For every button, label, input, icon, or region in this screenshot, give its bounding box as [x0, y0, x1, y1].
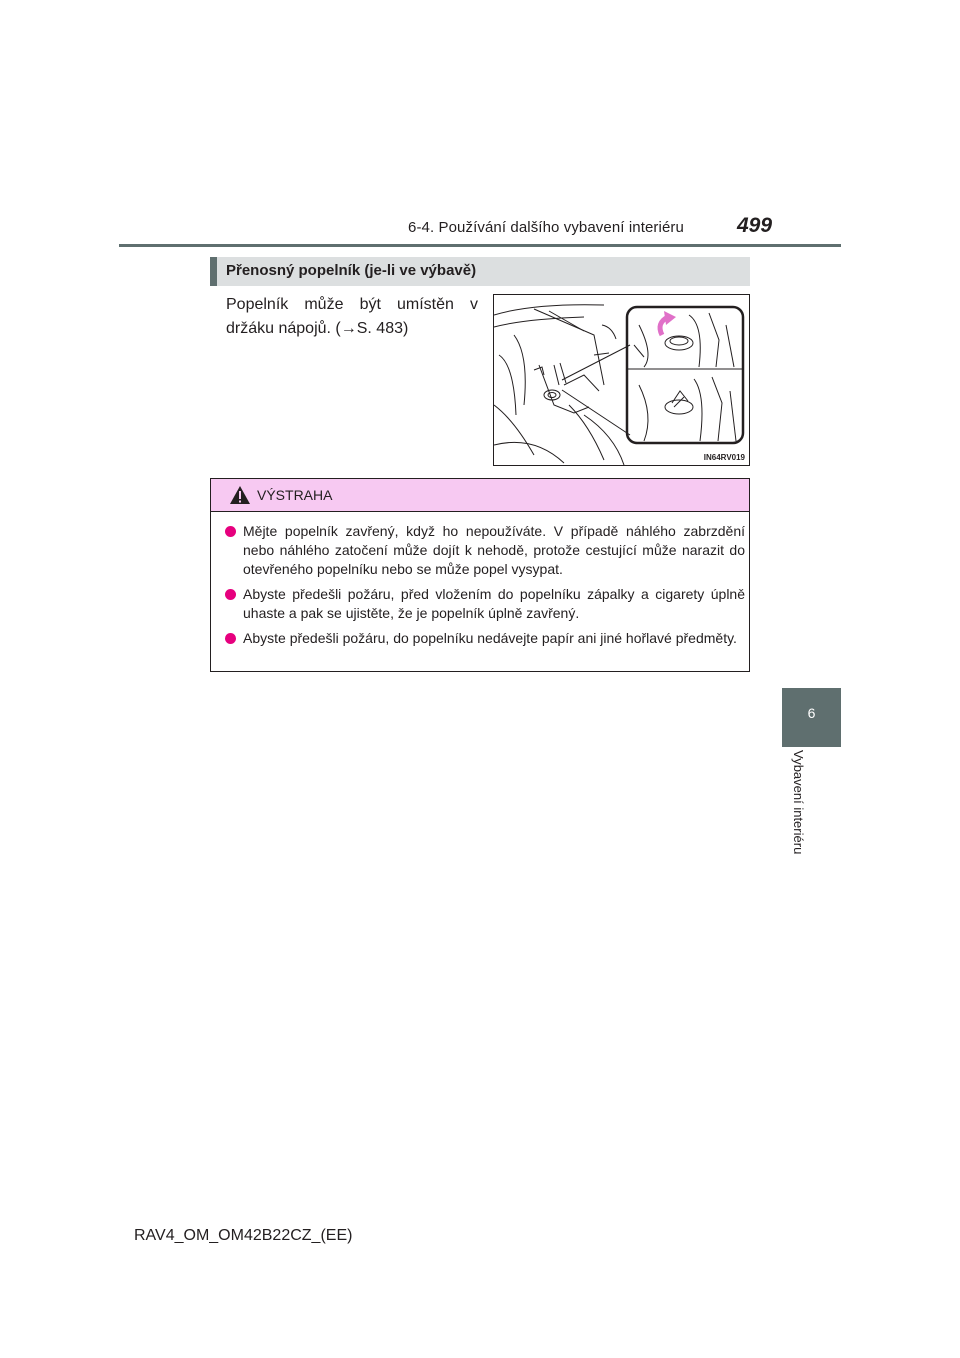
figure-code: IN64RV019: [703, 453, 745, 462]
header-rule: [119, 244, 841, 247]
warning-label: VÝSTRAHA: [257, 487, 333, 503]
warning-triangle-icon: [229, 485, 251, 505]
body-paragraph: Popelník může být umístěn v držáku nápojů. (→S. 483): [226, 296, 478, 337]
page-number: 499: [737, 214, 773, 237]
ashtray-illustration: [493, 294, 750, 466]
section-title: Přenosný popelník (je-li ve výbavě): [226, 262, 477, 279]
bullet-icon: [225, 589, 236, 600]
document-code: RAV4_OM_OM42B22CZ_(EE): [134, 1227, 353, 1244]
warning-item-text: Abyste předešli požáru, před vložením do popelníku zápalky a cigarety úplně uhaste a pak se ujistěte, že je popelník úplně zavřený.: [243, 586, 745, 621]
chapter-title: 6-4. Používání dalšího vybavení interiéru: [408, 219, 684, 236]
section-heading: [210, 257, 750, 286]
warning-list: [225, 522, 745, 654]
bullet-icon: [225, 526, 236, 537]
chapter-tab-number: 6: [807, 705, 816, 721]
warning-item: [225, 629, 745, 648]
chapter-side-label-text: Vybavení interiéru: [791, 750, 806, 855]
bullet-icon: [225, 633, 236, 644]
warning-header: [211, 479, 749, 512]
warning-box: [210, 478, 750, 672]
warning-item-text: Abyste předešli požáru, do popelníku nedávejte papír ani jiné hořlavé předměty.: [243, 630, 737, 646]
illustration-drawing: [494, 295, 750, 466]
section-accent: [210, 257, 217, 286]
warning-item-text: Mějte popelník zavřený, když ho nepoužíváte. V případě náhlého zabrzdění nebo náhlého zatočení může dojít k nehodě, protože cestující může narazit do otevřeného popelníku nebo se může popel vysypat.: [243, 523, 745, 577]
warning-item: [225, 522, 745, 579]
chapter-tab: [782, 688, 841, 747]
chapter-side-label: [786, 750, 806, 875]
warning-item: [225, 585, 745, 623]
